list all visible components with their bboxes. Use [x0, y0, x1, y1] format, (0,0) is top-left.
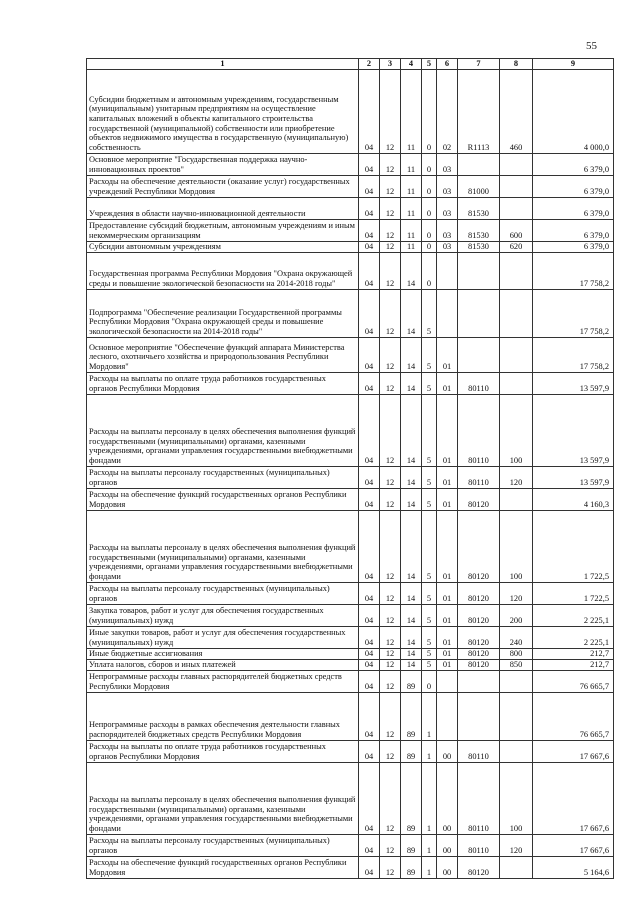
row-amount: 1 722,5 [533, 510, 614, 582]
row-subprogram: 5 [422, 626, 437, 648]
row-section: 04 [359, 175, 380, 197]
row-subsection: 12 [380, 466, 401, 488]
row-activity: 00 [437, 834, 458, 856]
column-header: 3 [380, 59, 401, 70]
row-target-article [458, 252, 500, 289]
column-header: 7 [458, 59, 500, 70]
row-program: 14 [401, 289, 422, 337]
row-program: 89 [401, 692, 422, 740]
row-activity: 01 [437, 510, 458, 582]
row-subsection: 12 [380, 692, 401, 740]
row-description: Расходы на выплаты персоналу в целях обеспечения выполнения функций государственными (муниципальными) органами, казенными учреждениями, органами управления государственными внебюджетными фондами [87, 394, 359, 466]
table-row [87, 252, 614, 289]
row-section: 04 [359, 466, 380, 488]
row-amount: 2 225,1 [533, 604, 614, 626]
column-header: 4 [401, 59, 422, 70]
row-expense-type: 120 [500, 834, 533, 856]
row-subprogram: 0 [422, 241, 437, 252]
row-subprogram: 5 [422, 488, 437, 510]
table-row [87, 69, 614, 153]
row-program: 14 [401, 510, 422, 582]
row-description: Расходы на выплаты персоналу государственных (муниципальных) органов [87, 582, 359, 604]
row-activity: 01 [437, 394, 458, 466]
row-subsection: 12 [380, 648, 401, 659]
row-activity: 03 [437, 175, 458, 197]
row-description: Основное мероприятие "Обеспечение функций аппарата Министерства лесного, охотничьего хозяйства и природопользования Республики Мордовия" [87, 337, 359, 372]
row-amount: 13 597,9 [533, 394, 614, 466]
row-subsection: 12 [380, 604, 401, 626]
row-section: 04 [359, 252, 380, 289]
row-subprogram: 1 [422, 692, 437, 740]
row-subsection: 12 [380, 197, 401, 219]
row-target-article: 80110 [458, 762, 500, 834]
row-target-article: 80120 [458, 510, 500, 582]
row-expense-type: 460 [500, 69, 533, 153]
row-description: Расходы на выплаты персоналу в целях обеспечения выполнения функций государственными (муниципальными) органами, казенными учреждениями, органами управления государственными внебюджетными фондами [87, 762, 359, 834]
row-description: Подпрограмма "Обеспечение реализации Государственной программы Республики Мордовия "Охрана окружающей среды и повышение экологической безопасности на 2014-2018 годы" [87, 289, 359, 337]
row-program: 89 [401, 834, 422, 856]
row-target-article: 81530 [458, 219, 500, 241]
row-amount: 212,7 [533, 659, 614, 670]
table-row [87, 510, 614, 582]
row-activity: 03 [437, 197, 458, 219]
row-description: Уплата налогов, сборов и иных платежей [87, 659, 359, 670]
table-row [87, 582, 614, 604]
row-amount: 4 000,0 [533, 69, 614, 153]
row-expense-type: 800 [500, 648, 533, 659]
row-subprogram: 1 [422, 856, 437, 878]
row-subprogram: 5 [422, 659, 437, 670]
row-expense-type: 200 [500, 604, 533, 626]
row-description: Расходы на обеспечение функций государственных органов Республики Мордовия [87, 488, 359, 510]
row-activity [437, 289, 458, 337]
row-program: 14 [401, 659, 422, 670]
table-header-row [87, 59, 614, 70]
column-header: 1 [87, 59, 359, 70]
row-subprogram: 0 [422, 69, 437, 153]
row-program: 14 [401, 604, 422, 626]
row-expense-type [500, 856, 533, 878]
row-program: 14 [401, 582, 422, 604]
row-expense-type [500, 670, 533, 692]
row-expense-type: 240 [500, 626, 533, 648]
row-subprogram: 0 [422, 252, 437, 289]
row-subprogram: 0 [422, 175, 437, 197]
row-amount: 17 667,6 [533, 762, 614, 834]
row-subsection: 12 [380, 670, 401, 692]
row-expense-type [500, 692, 533, 740]
table-row [87, 466, 614, 488]
row-program: 11 [401, 69, 422, 153]
row-activity: 01 [437, 604, 458, 626]
table-row [87, 197, 614, 219]
row-subprogram: 5 [422, 289, 437, 337]
table-row [87, 488, 614, 510]
row-target-article: 80120 [458, 856, 500, 878]
row-amount: 17 758,2 [533, 337, 614, 372]
row-section: 04 [359, 394, 380, 466]
row-program: 89 [401, 762, 422, 834]
row-expense-type [500, 740, 533, 762]
row-section: 04 [359, 626, 380, 648]
column-header: 2 [359, 59, 380, 70]
budget-table [86, 58, 614, 879]
row-amount: 6 379,0 [533, 197, 614, 219]
table-row [87, 337, 614, 372]
row-activity: 03 [437, 219, 458, 241]
row-description: Субсидии автономным учреждениям [87, 241, 359, 252]
row-activity [437, 252, 458, 289]
row-activity [437, 670, 458, 692]
row-expense-type: 120 [500, 466, 533, 488]
row-amount: 4 160,3 [533, 488, 614, 510]
table-body [87, 69, 614, 878]
row-target-article [458, 670, 500, 692]
row-subsection: 12 [380, 219, 401, 241]
row-subprogram: 0 [422, 153, 437, 175]
row-subprogram: 1 [422, 834, 437, 856]
row-subprogram: 5 [422, 510, 437, 582]
row-activity [437, 692, 458, 740]
row-subsection: 12 [380, 175, 401, 197]
row-subsection: 12 [380, 153, 401, 175]
row-description: Субсидии бюджетным и автономным учреждениям, государственным (муниципальным) унитарным предприятиям на осуществление капитальных вложений в объекты капитального строительства государственной (муниципальной) собственности или приобретение объектов недвижимого имущества в государственную (муниципальную) собственность [87, 69, 359, 153]
row-activity: 00 [437, 856, 458, 878]
row-target-article [458, 289, 500, 337]
row-section: 04 [359, 604, 380, 626]
row-subprogram: 5 [422, 372, 437, 394]
row-section: 04 [359, 69, 380, 153]
row-target-article: 80110 [458, 394, 500, 466]
column-header: 6 [437, 59, 458, 70]
row-target-article [458, 337, 500, 372]
row-amount: 17 667,6 [533, 834, 614, 856]
row-subsection: 12 [380, 69, 401, 153]
row-program: 89 [401, 670, 422, 692]
row-section: 04 [359, 372, 380, 394]
row-program: 11 [401, 219, 422, 241]
row-program: 14 [401, 648, 422, 659]
row-description: Государственная программа Республики Мордовия "Охрана окружающей среды и повышение экологической безопасности на 2014-2018 годы" [87, 252, 359, 289]
table-row [87, 153, 614, 175]
row-expense-type [500, 175, 533, 197]
row-expense-type: 620 [500, 241, 533, 252]
row-subprogram: 5 [422, 466, 437, 488]
table-row [87, 626, 614, 648]
row-section: 04 [359, 488, 380, 510]
row-program: 11 [401, 175, 422, 197]
row-section: 04 [359, 762, 380, 834]
row-description: Непрограммные расходы в рамках обеспечения деятельности главных распорядителей бюджетных средств Республики Мордовия [87, 692, 359, 740]
row-program: 11 [401, 197, 422, 219]
row-subprogram: 1 [422, 740, 437, 762]
table-row [87, 241, 614, 252]
row-section: 04 [359, 289, 380, 337]
table-row [87, 219, 614, 241]
row-target-article: 80110 [458, 740, 500, 762]
row-expense-type [500, 337, 533, 372]
row-expense-type [500, 252, 533, 289]
row-amount: 2 225,1 [533, 626, 614, 648]
row-description: Расходы на обеспечение функций государственных органов Республики Мордовия [87, 856, 359, 878]
row-subsection: 12 [380, 372, 401, 394]
row-section: 04 [359, 219, 380, 241]
row-program: 11 [401, 153, 422, 175]
row-subsection: 12 [380, 856, 401, 878]
row-section: 04 [359, 510, 380, 582]
row-description: Учреждения в области научно-инновационной деятельности [87, 197, 359, 219]
table-row [87, 394, 614, 466]
row-subprogram: 5 [422, 604, 437, 626]
row-amount: 6 379,0 [533, 241, 614, 252]
row-target-article: 80110 [458, 372, 500, 394]
row-section: 04 [359, 153, 380, 175]
row-target-article: 81000 [458, 175, 500, 197]
table-row [87, 692, 614, 740]
row-section: 04 [359, 740, 380, 762]
row-amount: 13 597,9 [533, 466, 614, 488]
row-target-article [458, 692, 500, 740]
row-activity: 01 [437, 648, 458, 659]
column-header: 9 [533, 59, 614, 70]
table-row [87, 289, 614, 337]
row-description: Иные закупки товаров, работ и услуг для обеспечения государственных (муниципальных) нужд [87, 626, 359, 648]
row-activity: 01 [437, 466, 458, 488]
table-row [87, 740, 614, 762]
row-expense-type [500, 372, 533, 394]
row-subsection: 12 [380, 337, 401, 372]
page-number: 55 [586, 40, 597, 52]
row-description: Расходы на выплаты по оплате труда работников государственных органов Республики Мордовия [87, 740, 359, 762]
row-program: 11 [401, 241, 422, 252]
row-description: Расходы на выплаты персоналу государственных (муниципальных) органов [87, 834, 359, 856]
row-description: Расходы на выплаты персоналу государственных (муниципальных) органов [87, 466, 359, 488]
row-target-article: 80120 [458, 648, 500, 659]
row-subprogram: 5 [422, 394, 437, 466]
row-expense-type: 600 [500, 219, 533, 241]
row-subsection: 12 [380, 659, 401, 670]
row-subsection: 12 [380, 834, 401, 856]
row-target-article: 80110 [458, 834, 500, 856]
row-target-article: 80110 [458, 466, 500, 488]
row-expense-type: 100 [500, 510, 533, 582]
row-section: 04 [359, 197, 380, 219]
row-target-article: 80120 [458, 582, 500, 604]
row-activity: 02 [437, 69, 458, 153]
row-subprogram: 5 [422, 648, 437, 659]
row-description: Предоставление субсидий бюджетным, автономным учреждениям и иным некоммерческим организациям [87, 219, 359, 241]
row-expense-type [500, 488, 533, 510]
row-program: 14 [401, 466, 422, 488]
row-subsection: 12 [380, 762, 401, 834]
row-section: 04 [359, 648, 380, 659]
row-subprogram: 0 [422, 197, 437, 219]
row-subsection: 12 [380, 252, 401, 289]
row-subsection: 12 [380, 740, 401, 762]
row-program: 14 [401, 372, 422, 394]
row-section: 04 [359, 670, 380, 692]
table-row [87, 856, 614, 878]
row-subsection: 12 [380, 626, 401, 648]
row-amount: 6 379,0 [533, 153, 614, 175]
row-expense-type: 850 [500, 659, 533, 670]
row-target-article: 80120 [458, 659, 500, 670]
row-activity: 01 [437, 659, 458, 670]
row-description: Расходы на обеспечение деятельности (оказание услуг) государственных учреждений Республики Мордовия [87, 175, 359, 197]
row-section: 04 [359, 241, 380, 252]
row-activity: 01 [437, 488, 458, 510]
row-amount: 17 667,6 [533, 740, 614, 762]
row-description: Иные бюджетные ассигнования [87, 648, 359, 659]
row-amount: 6 379,0 [533, 175, 614, 197]
row-activity: 00 [437, 762, 458, 834]
row-program: 89 [401, 740, 422, 762]
row-subsection: 12 [380, 488, 401, 510]
row-expense-type: 100 [500, 394, 533, 466]
row-amount: 212,7 [533, 648, 614, 659]
row-subsection: 12 [380, 394, 401, 466]
row-description: Основное мероприятие "Государственная поддержка научно-инновационных проектов" [87, 153, 359, 175]
row-activity: 01 [437, 372, 458, 394]
row-activity: 01 [437, 337, 458, 372]
column-header: 5 [422, 59, 437, 70]
row-subprogram: 5 [422, 582, 437, 604]
row-subprogram: 0 [422, 670, 437, 692]
table-row [87, 659, 614, 670]
row-amount: 76 665,7 [533, 692, 614, 740]
row-subsection: 12 [380, 241, 401, 252]
row-target-article: 81530 [458, 197, 500, 219]
table-row [87, 648, 614, 659]
row-target-article: R1113 [458, 69, 500, 153]
row-description: Расходы на выплаты персоналу в целях обеспечения выполнения функций государственными (муниципальными) органами, казенными учреждениями, органами управления государственными внебюджетными фондами [87, 510, 359, 582]
row-amount: 5 164,6 [533, 856, 614, 878]
row-subsection: 12 [380, 510, 401, 582]
row-program: 14 [401, 488, 422, 510]
row-expense-type: 120 [500, 582, 533, 604]
row-subsection: 12 [380, 289, 401, 337]
table-row [87, 670, 614, 692]
row-amount: 1 722,5 [533, 582, 614, 604]
row-section: 04 [359, 834, 380, 856]
row-section: 04 [359, 337, 380, 372]
row-target-article: 80120 [458, 488, 500, 510]
row-section: 04 [359, 692, 380, 740]
row-subprogram: 5 [422, 337, 437, 372]
row-program: 14 [401, 626, 422, 648]
row-description: Закупка товаров, работ и услуг для обеспечения государственных (муниципальных) нужд [87, 604, 359, 626]
row-amount: 13 597,9 [533, 372, 614, 394]
row-activity: 00 [437, 740, 458, 762]
table-row [87, 604, 614, 626]
row-expense-type [500, 289, 533, 337]
row-description: Непрограммные расходы главных распорядителей бюджетных средств Республики Мордовия [87, 670, 359, 692]
row-subprogram: 1 [422, 762, 437, 834]
row-amount: 17 758,2 [533, 289, 614, 337]
row-program: 14 [401, 337, 422, 372]
row-activity: 01 [437, 582, 458, 604]
row-subprogram: 0 [422, 219, 437, 241]
row-target-article [458, 153, 500, 175]
table-row [87, 372, 614, 394]
column-header: 8 [500, 59, 533, 70]
row-activity: 01 [437, 626, 458, 648]
row-amount: 6 379,0 [533, 219, 614, 241]
row-expense-type [500, 197, 533, 219]
table-row [87, 834, 614, 856]
row-amount: 76 665,7 [533, 670, 614, 692]
row-section: 04 [359, 856, 380, 878]
row-section: 04 [359, 582, 380, 604]
row-target-article: 80120 [458, 626, 500, 648]
row-subsection: 12 [380, 582, 401, 604]
row-program: 14 [401, 252, 422, 289]
row-description: Расходы на выплаты по оплате труда работников государственных органов Республики Мордовия [87, 372, 359, 394]
row-activity: 03 [437, 241, 458, 252]
row-target-article: 81530 [458, 241, 500, 252]
row-program: 89 [401, 856, 422, 878]
table-row [87, 762, 614, 834]
row-target-article: 80120 [458, 604, 500, 626]
row-section: 04 [359, 659, 380, 670]
row-program: 14 [401, 394, 422, 466]
row-activity: 03 [437, 153, 458, 175]
row-expense-type: 100 [500, 762, 533, 834]
row-expense-type [500, 153, 533, 175]
row-amount: 17 758,2 [533, 252, 614, 289]
table-row [87, 175, 614, 197]
